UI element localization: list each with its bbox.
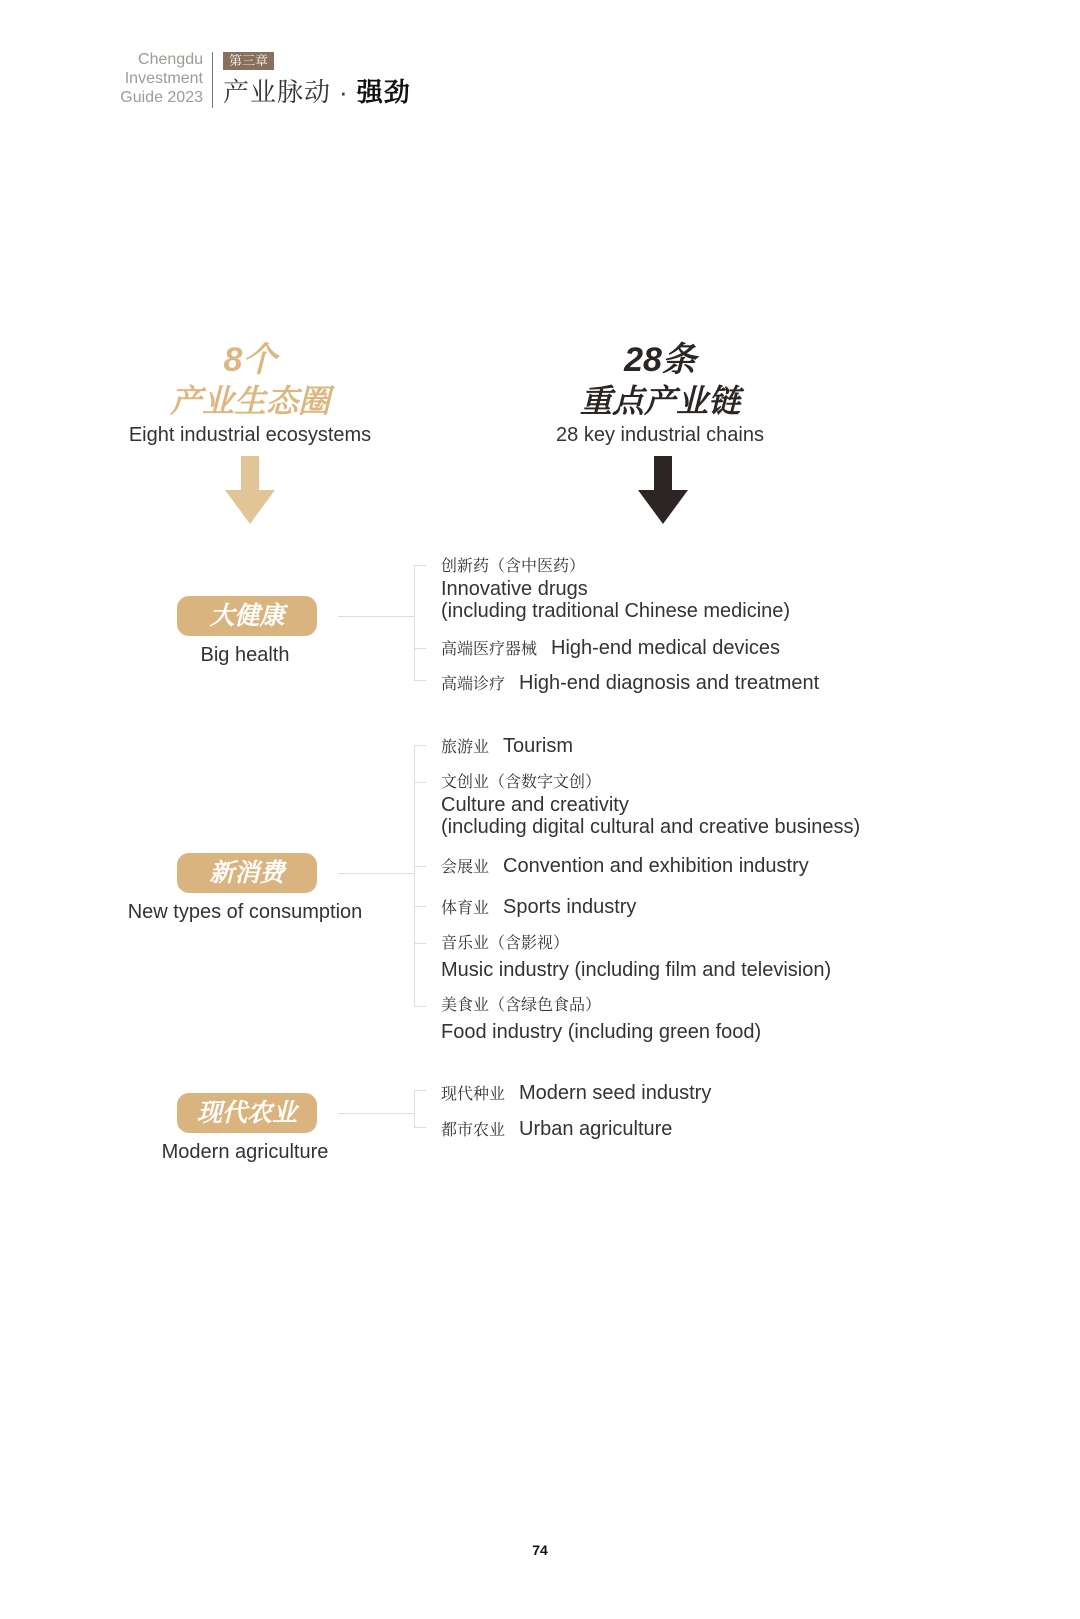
chain-item-en: (including traditional Chinese medicine) (441, 600, 791, 622)
chain-item-en: Urban agriculture (519, 1118, 673, 1140)
chain-item-cn: 高端医疗器械 (441, 641, 538, 658)
brand-block (120, 50, 203, 107)
bracket-tick (414, 1090, 426, 1091)
chain-item-en: Music industry (including film and television) (441, 959, 832, 981)
gold-down-arrow-icon (225, 456, 275, 524)
page-number: 74 (532, 1542, 548, 1558)
chain-item-en: Culture and creativity (441, 794, 629, 816)
ecosystems-title-en: Eight industrial ecosystems (128, 424, 372, 446)
bracket-tick (414, 906, 426, 907)
chain-item-en: Innovative drugs (441, 578, 588, 600)
category-pill-big-health: 大健康 (177, 596, 317, 636)
chain-item (441, 1118, 672, 1142)
bracket-line (414, 745, 415, 1007)
chapter-title (223, 76, 411, 108)
chains-title-cn: 重点产业链 (579, 383, 740, 419)
category-en-big-health: Big health (200, 644, 290, 666)
brand-line: Chengdu (138, 51, 203, 68)
chain-item-cn: 高端诊疗 (441, 676, 506, 693)
bracket-tick (414, 866, 426, 867)
chains-title-en: 28 key industrial chains (556, 424, 764, 446)
chain-item-cn: 创新药（含中医药） (441, 558, 586, 575)
chain-item (441, 855, 809, 879)
header-divider (212, 52, 213, 108)
bracket-tick (414, 1006, 426, 1007)
connector-line (338, 616, 414, 617)
bracket-tick (414, 565, 426, 566)
bracket-tick (414, 745, 426, 746)
chain-item-cn: 旅游业 (441, 739, 490, 756)
chain-item-en: High-end medical devices (551, 637, 781, 659)
bracket-tick (414, 680, 426, 681)
category-pill-new-consumption: 新消费 (177, 853, 317, 893)
chain-item-en: Sports industry (503, 896, 637, 918)
chapter-title-strong: 强劲 (356, 77, 411, 107)
connector-line (338, 1113, 414, 1114)
chain-item-en: (including digital cultural and creative business) (441, 816, 861, 838)
chain-item-cn: 音乐业（含影视） (441, 935, 570, 952)
category-en-new-consumption: New types of consumption (127, 901, 363, 923)
chain-item (441, 772, 860, 838)
chain-item-cn: 体育业 (441, 900, 490, 917)
chapter-title-main: 产业脉动 (223, 77, 332, 107)
chain-item-cn: 文创业（含数字文创） (441, 774, 602, 791)
dark-down-arrow-icon (638, 456, 688, 524)
chain-item-en: Convention and exhibition industry (503, 855, 809, 877)
chain-item-cn: 会展业 (441, 859, 490, 876)
connector-line (338, 873, 414, 874)
bracket-tick (414, 782, 426, 783)
chains-count: 28条 (624, 341, 696, 379)
chain-item (441, 735, 573, 759)
ecosystems-title-cn: 产业生态圈 (169, 383, 330, 419)
bracket-tick (414, 943, 426, 944)
chain-item-cn: 都市农业 (441, 1122, 506, 1139)
category-pill-modern-agriculture: 现代农业 (177, 1093, 317, 1133)
chain-item (441, 1082, 711, 1106)
chain-item-en: Tourism (503, 735, 574, 757)
chain-item (441, 933, 831, 981)
bracket-tick (414, 648, 426, 649)
chain-item-cn: 美食业（含绿色食品） (441, 997, 602, 1014)
bracket-line (414, 1090, 415, 1128)
brand-line: Guide 2023 (120, 89, 203, 106)
ecosystems-heading (100, 340, 400, 448)
chapter-tag: 第三章 (223, 52, 274, 70)
chain-item (441, 672, 819, 696)
chain-item-cn: 现代种业 (441, 1086, 506, 1103)
bracket-tick (414, 1127, 426, 1128)
brand-line: Investment (124, 70, 203, 87)
chapter-title-dot: · (339, 77, 349, 107)
chain-item (441, 896, 636, 920)
chains-heading (500, 340, 820, 448)
chain-item-en: Food industry (including green food) (441, 1021, 762, 1043)
chain-item-en: Modern seed industry (519, 1082, 712, 1104)
chain-item-en: High-end diagnosis and treatment (519, 672, 820, 694)
ecosystems-count: 8个 (223, 341, 277, 379)
chain-item (441, 995, 761, 1043)
category-en-modern-agriculture: Modern agriculture (161, 1141, 329, 1163)
chain-item (441, 556, 790, 622)
bracket-line (414, 565, 415, 680)
chain-item (441, 637, 780, 661)
